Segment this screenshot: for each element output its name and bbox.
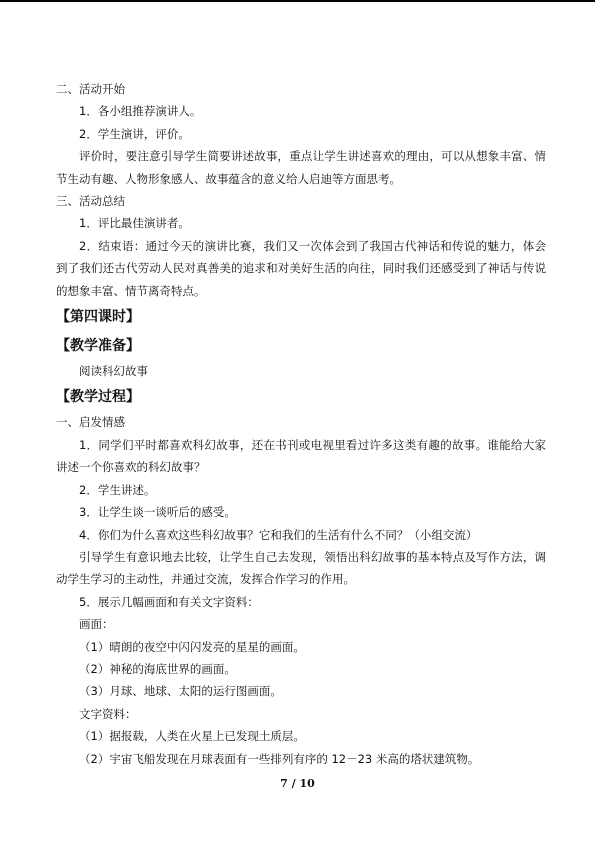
paragraph: 1．同学们平时都喜欢科幻故事，还在书刊或电视里看过许多这类有趣的故事。谁能给大家讲述一个你喜欢的科幻故事？ — [56, 437, 546, 475]
list-item: 4．你们为什么喜欢这些科幻故事？它和我们的生活有什么不同？（小组交流） — [79, 527, 478, 542]
prep-heading: 【教学准备】 — [56, 338, 140, 355]
list-item: 1．各小组推荐演讲人。 — [79, 104, 202, 119]
paragraph: 评价时，要注意引导学生简要讲述故事，重点让学生讲述喜欢的理由，可以从想象丰富、情节生动有趣、人物形象感人、故事蕴含的意义给人启迪等方面思考。 — [56, 149, 546, 186]
lesson-heading: 【第四课时】 — [56, 309, 140, 326]
page-number: 7 / 10 — [280, 777, 315, 790]
list-item: （1）据报载，人类在火星上已发现土质层。 — [79, 729, 305, 744]
list-item: （2）神秘的海底世界的画面。 — [79, 661, 236, 676]
list-item: 2．学生讲述。 — [79, 482, 156, 497]
list-item: 2．学生演讲，评价。 — [79, 126, 190, 141]
label: 画面： — [79, 617, 114, 632]
process-heading: 【教学过程】 — [56, 389, 140, 406]
label: 文字资料： — [79, 706, 137, 721]
list-item: （2）宇宙飞船发现在月球表面有一些排列有序的 12－23 米高的塔状建筑物。 — [79, 751, 480, 766]
header-rule — [0, 0, 595, 2]
list-item: 3．让学生谈一谈听后的感受。 — [79, 505, 236, 520]
list-item: 5．展示几幅画面和有关文字资料： — [79, 594, 259, 609]
section-title: 三、活动总结 — [56, 194, 125, 209]
paragraph: 引导学生有意识地去比较，让学生自己去发现，领悟出科幻故事的基本特点及写作方法，调动学生学习的主动性，并通过交流，发挥合作学习的作用。 — [56, 549, 546, 587]
list-item: 1．评比最佳演讲者。 — [79, 216, 190, 231]
page-body — [56, 78, 546, 770]
list-item: （1）晴朗的夜空中闪闪发亮的星星的画面。 — [79, 639, 305, 654]
list-item: （3）月球、地球、太阳的运行图画面。 — [79, 684, 282, 699]
section-title: 二、活动开始 — [56, 82, 125, 96]
prep-text: 阅读科幻故事 — [79, 364, 148, 379]
section-title: 一、启发情感 — [56, 415, 125, 430]
paragraph: 2．结束语：通过今天的演讲比赛，我们又一次体会到了我国古代神话和传说的魅力，体会到了我们还古代劳动人民对真善美的追求和对美好生活的向往，同时我们还感受到了神话与传说的想象丰富、情节离奇特点。 — [56, 238, 546, 298]
